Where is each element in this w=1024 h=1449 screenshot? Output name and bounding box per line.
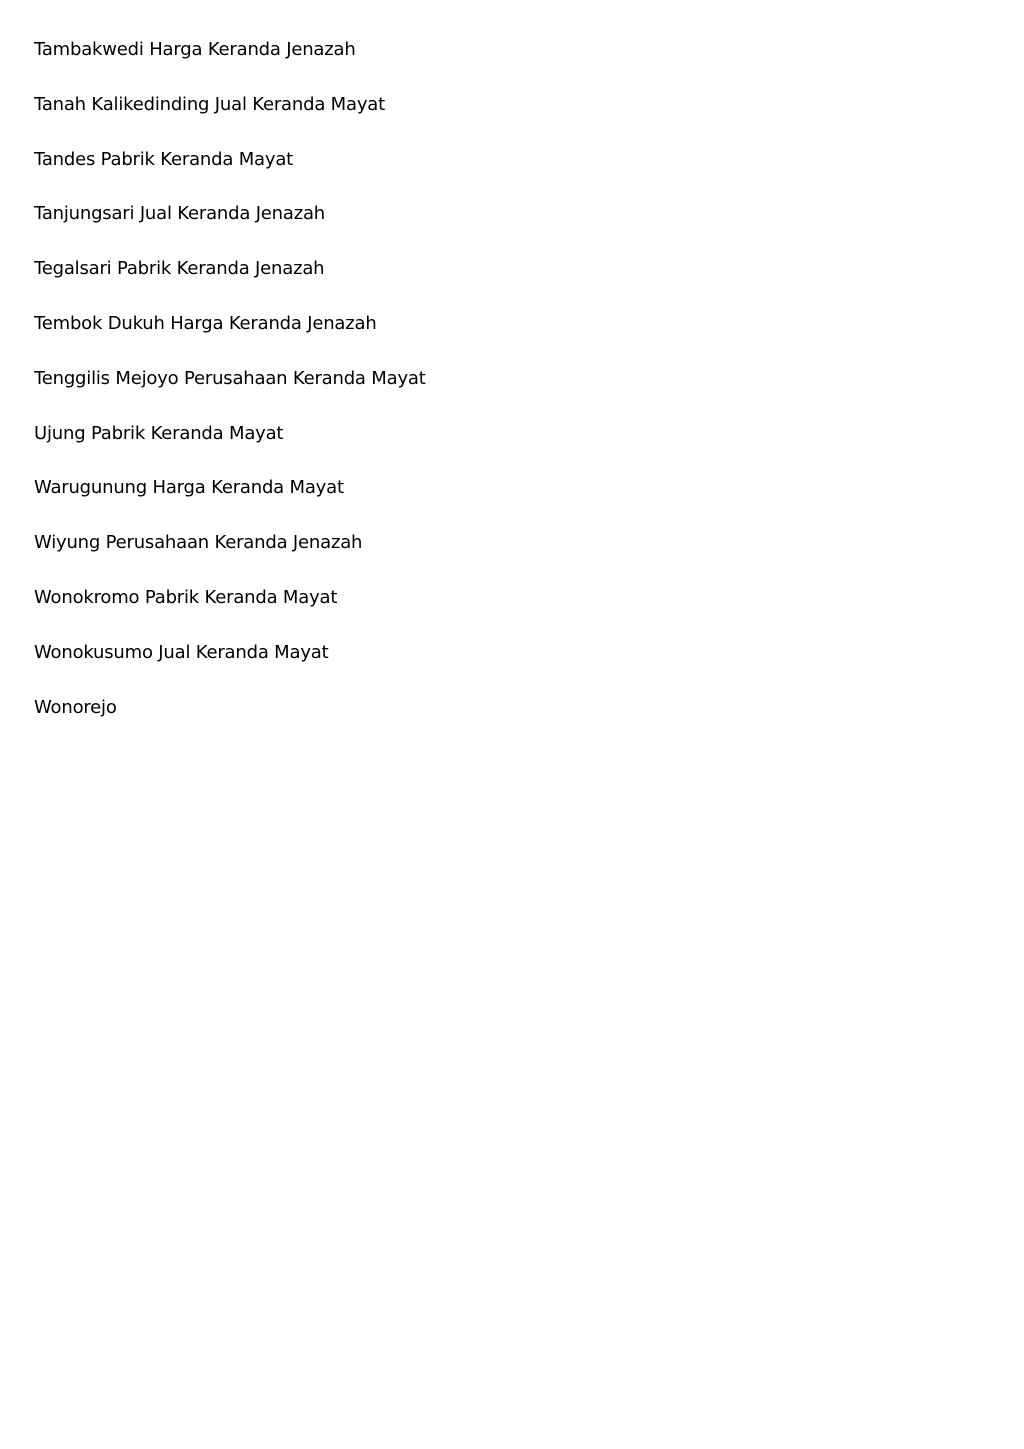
list-item: Wonorejo bbox=[34, 696, 117, 718]
list-item: Warugunung Harga Keranda Mayat bbox=[34, 477, 344, 499]
list-item: Tambakwedi Harga Keranda Jenazah bbox=[34, 39, 356, 60]
list-item: Tegalsari Pabrik Keranda Jenazah bbox=[34, 258, 325, 280]
list-item: Tanjungsari Jual Keranda Jenazah bbox=[34, 203, 326, 225]
list-item: Wiyung Perusahaan Keranda Jenazah bbox=[34, 532, 363, 554]
entry-list bbox=[34, 36, 426, 748]
list-item: Wonokromo Pabrik Keranda Mayat bbox=[34, 586, 338, 608]
list-item: Tandes Pabrik Keranda Mayat bbox=[34, 148, 294, 170]
list-item: Tanah Kalikedinding Jual Keranda Mayat bbox=[34, 93, 385, 115]
list-item: Ujung Pabrik Keranda Mayat bbox=[34, 422, 284, 444]
list-item: Tembok Dukuh Harga Keranda Jenazah bbox=[34, 312, 377, 334]
list-item: Wonokusumo Jual Keranda Mayat bbox=[34, 641, 329, 663]
list-item: Tenggilis Mejoyo Perusahaan Keranda Mayat bbox=[34, 367, 426, 389]
